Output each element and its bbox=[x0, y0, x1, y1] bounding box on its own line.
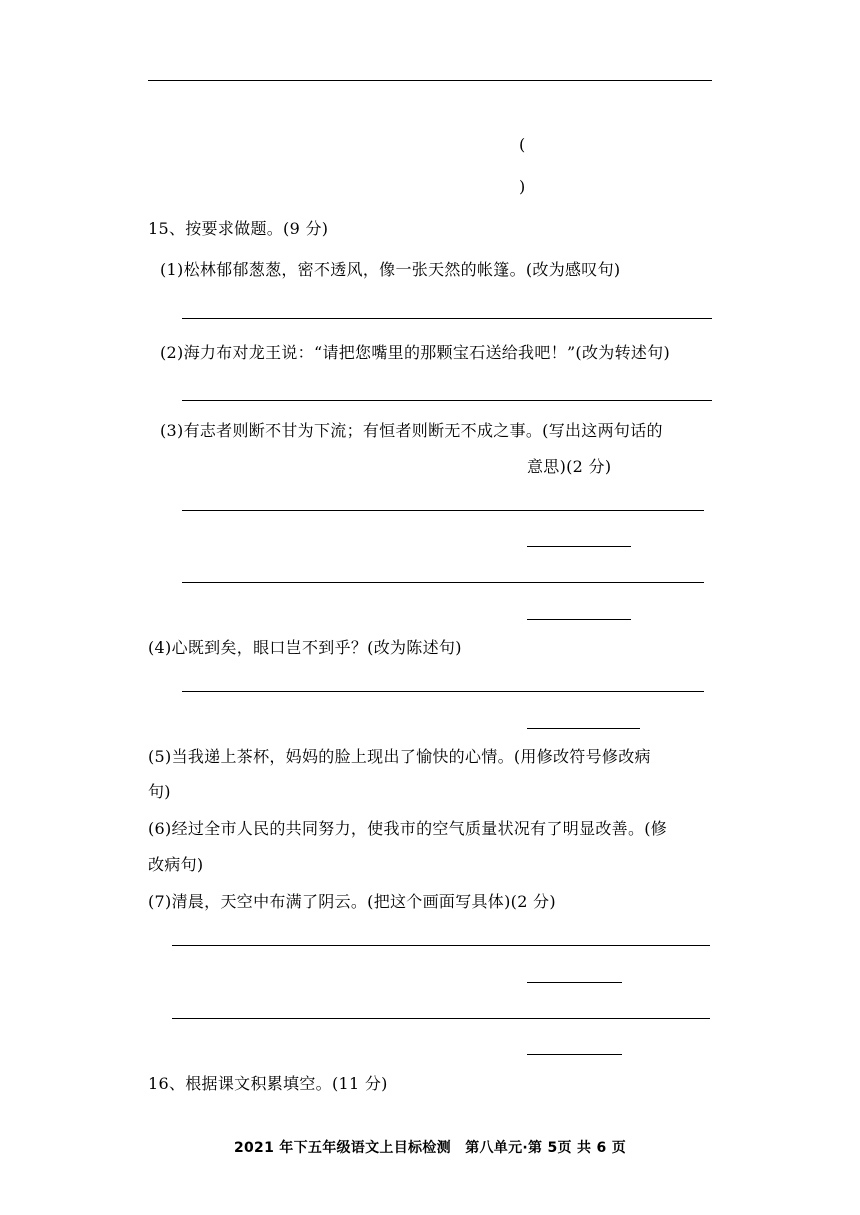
answer-line[interactable] bbox=[182, 400, 712, 401]
top-rule bbox=[148, 80, 712, 81]
q16-heading: 16、根据课文积累填空。(11 分) bbox=[148, 1074, 388, 1093]
q15-heading: 15、按要求做题。(9 分) bbox=[148, 219, 329, 238]
q15-item-5-line2: 句) bbox=[148, 782, 171, 801]
answer-line-short[interactable] bbox=[527, 728, 640, 729]
answer-line[interactable] bbox=[172, 1018, 710, 1019]
answer-line[interactable] bbox=[182, 582, 704, 583]
q15-item-2: (2)海力布对龙王说：“请把您嘴里的那颗宝石送给我吧！”(改为转述句) bbox=[160, 343, 671, 362]
q15-item-5-line1: (5)当我递上茶杯，妈妈的脸上现出了愉快的心情。(用修改符号修改病 bbox=[148, 747, 651, 766]
q15-item-3-line2: 意思)(2 分) bbox=[527, 457, 612, 476]
answer-line[interactable] bbox=[182, 691, 704, 692]
page-footer: 2021 年下五年级语文上目标检测 第八单元·第 5页 共 6 页 bbox=[233, 1140, 627, 1156]
paren-open: ( bbox=[519, 135, 526, 154]
answer-line-short[interactable] bbox=[527, 982, 622, 983]
paren-close: ) bbox=[519, 177, 526, 196]
answer-line[interactable] bbox=[182, 318, 712, 319]
answer-line[interactable] bbox=[172, 945, 710, 946]
q15-item-6-line1: (6)经过全市人民的共同努力，使我市的空气质量状况有了明显改善。(修 bbox=[148, 819, 668, 838]
q15-item-3-line1: (3)有志者则断不甘为下流；有恒者则断无不成之事。(写出这两句话的 bbox=[160, 421, 663, 440]
answer-line-short[interactable] bbox=[527, 546, 631, 547]
q15-item-7: (7)清晨，天空中布满了阴云。(把这个画面写具体)(2 分) bbox=[148, 892, 556, 911]
q15-item-4: (4)心既到矣，眼口岂不到乎？(改为陈述句) bbox=[148, 638, 462, 657]
answer-line[interactable] bbox=[182, 510, 704, 511]
answer-line-short[interactable] bbox=[527, 619, 631, 620]
q15-item-1: (1)松林郁郁葱葱，密不透风，像一张天然的帐篷。(改为感叹句) bbox=[160, 260, 621, 279]
q15-item-6-line2: 改病句) bbox=[148, 855, 204, 874]
answer-line-short[interactable] bbox=[527, 1054, 622, 1055]
